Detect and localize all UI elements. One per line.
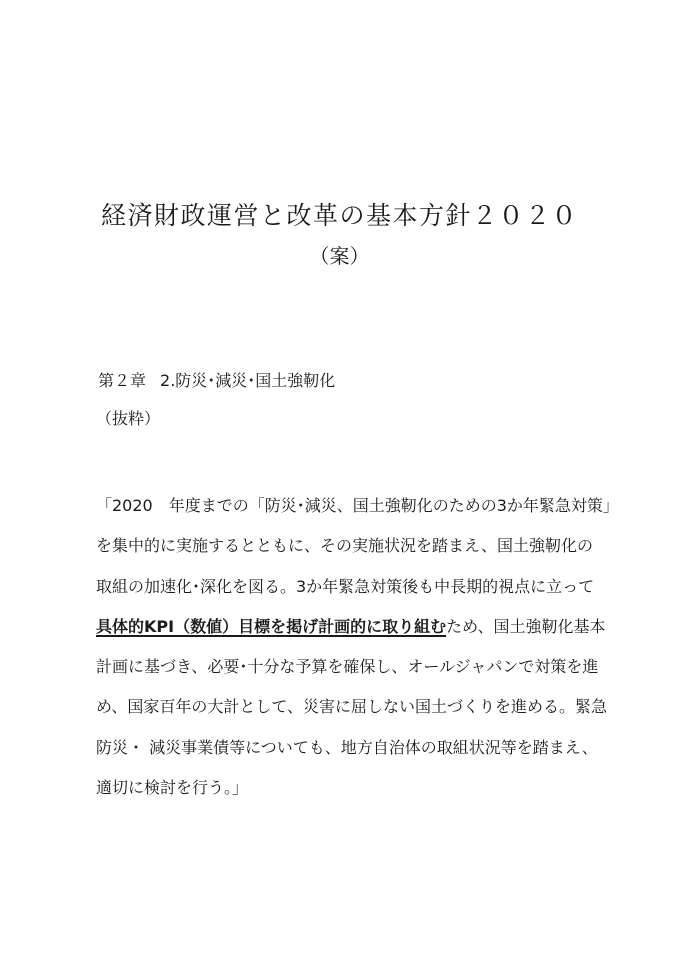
body-line-8: 適切に検討を行う。」 (96, 778, 249, 798)
body-line-1: 「2020 年度までの「防災･減災、国土強靭化のための3か年緊急対策」 (96, 496, 619, 515)
body-line-6: め、国家百年の大計として、災害に屈しない国土づくりを進める。緊急 (96, 697, 608, 717)
body-line-4 (96, 607, 606, 647)
body-line-3: 取組の加速化･深化を図る。3か年緊急対策後も中長期的視点に立って (96, 576, 595, 596)
body-line-7: 防災・ 減災事業債等についても、地方自治体の取組状況等を踏まえ、 (96, 737, 598, 757)
chapter-label: 第２章 (98, 371, 147, 390)
excerpt-note: （抜粋） (96, 409, 161, 428)
body-line-2: を集中的に実施するとともに、その実施状況を踏まえ、国土強靭化の (96, 536, 593, 556)
chapter-heading (98, 368, 335, 391)
emphasized-kpi-text: 具体的KPI（数値）目標を掲げ計画的に取り組む (96, 616, 447, 636)
document-subtitle: （案） (309, 244, 370, 268)
body-line-5: 計画に基づき、必要･十分な予算を確保し、オールジャパンで対策を進 (96, 657, 599, 677)
section-label: 2.防災･減災･国土強靭化 (160, 371, 336, 390)
body-line-4-rest: ため、国土強靭化基本 (446, 616, 606, 636)
document-title: 経済財政運営と改革の基本方針２０２０ (100, 201, 578, 230)
body-paragraph (96, 486, 619, 808)
